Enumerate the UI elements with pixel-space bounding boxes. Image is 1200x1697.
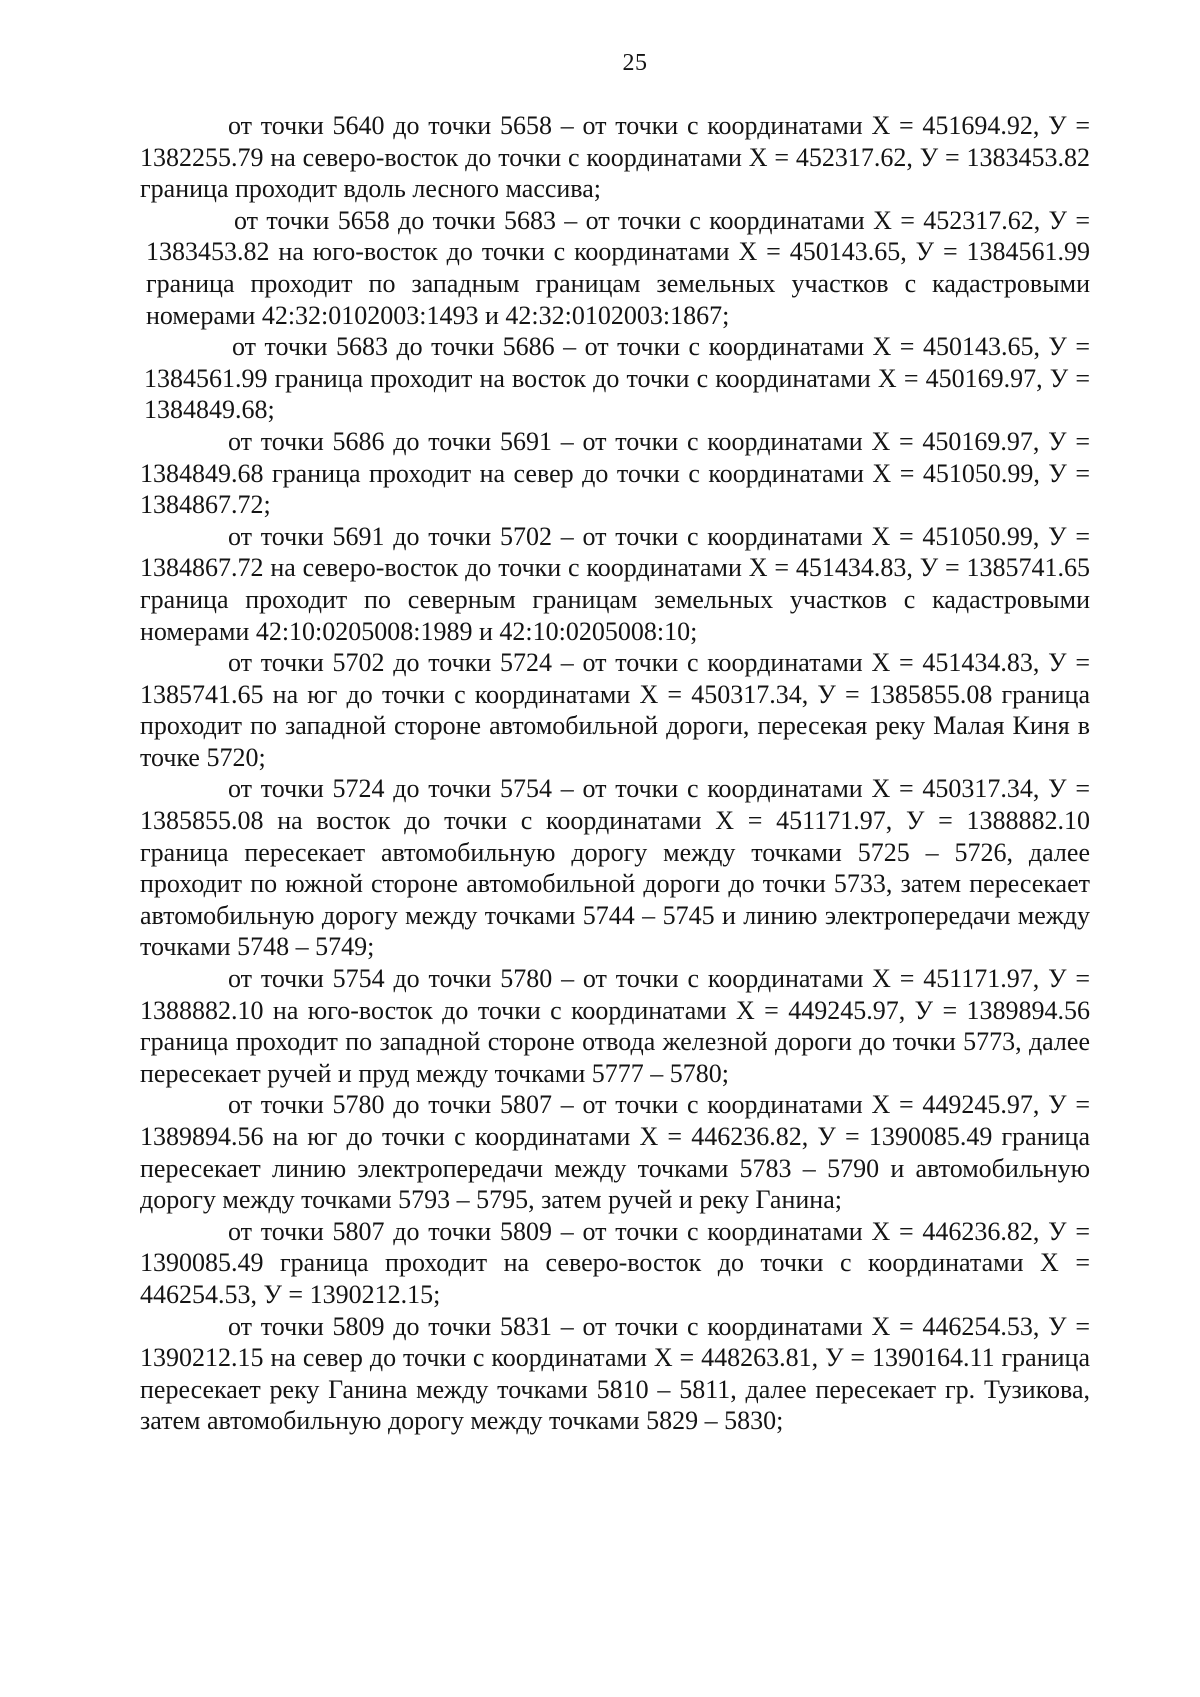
paragraph-segment-5754-5780: от точки 5754 до точки 5780 – от точки с координатами Х = 451171.97, У = 1388882.10 на юго-восток до точки с координатами Х = 449245.97, У = 1389894.56 граница проходит по западной стороне отвода железной дороги до точки 5773, далее пересекает ручей и пруд между точками 5777 – 5780; xyxy=(140,964,1090,1088)
paragraph-segment-5691-5702: от точки 5691 до точки 5702 – от точки с координатами Х = 451050.99, У = 1384867.72 на северо-восток до точки с координатами Х = 451434.83, У = 1385741.65 граница проходит по северным границам земельных участков с кадастровыми номерами 42:10:0205008:1989 и 42:10:0205008:10; xyxy=(140,521,1090,646)
paragraph-segment-5780-5807: от точки 5780 до точки 5807 – от точки с координатами Х = 449245.97, У = 1389894.56 на юг до точки с координатами Х = 446236.82, У = 1390085.49 граница пересекает линию электропередачи между точками 5783 – 5790 и автомобильную дорогу между точками 5793 – 5795, затем ручей и реку Ганина; xyxy=(140,1090,1090,1215)
paragraph-segment-5683-5686: от точки 5683 до точки 5686 – от точки с координатами Х = 450143.65, У = 1384561.99 граница проходит на восток до точки с координатами Х = 450169.97, У = 1384849.68; xyxy=(144,332,1090,425)
paragraph-segment-5640-5658: от точки 5640 до точки 5658 – от точки с координатами Х = 451694.92, У = 1382255.79 на северо-восток до точки с координатами Х = 452317.62, У = 1383453.82 граница проходит вдоль лесного массива; xyxy=(140,111,1090,204)
paragraph-segment-5807-5809: от точки 5807 до точки 5809 – от точки с координатами Х = 446236.82, У = 1390085.49 граница проходит на северо-восток до точки с координатами Х = 446254.53, У = 1390212.15; xyxy=(140,1216,1090,1309)
paragraph-segment-5702-5724: от точки 5702 до точки 5724 – от точки с координатами Х = 451434.83, У = 1385741.65 на юг до точки с координатами Х = 450317.34, У = 1385855.08 граница проходит по западной стороне автомобильной дороги, пересекая реку Малая Киня в точке 5720; xyxy=(140,648,1090,772)
paragraph-segment-5686-5691: от точки 5686 до точки 5691 – от точки с координатами Х = 450169.97, У = 1384849.68 граница проходит на север до точки с координатами Х = 451050.99, У = 1384867.72; xyxy=(140,426,1090,520)
boundary-description-text xyxy=(140,110,1090,1437)
paragraph-segment-5724-5754: от точки 5724 до точки 5754 – от точки с координатами Х = 450317.34, У = 1385855.08 на восток до точки с координатами Х = 451171.97, У = 1388882.10 граница пересекает автомобильную дорогу между точками 5725 – 5726, далее проходит по южной стороне автомобильной дороги до точки 5733, затем пересекает автомобильную дорогу между точками 5744 – 5745 и линию электропередачи между точками 5748 – 5749; xyxy=(140,774,1090,962)
paragraph-segment-5658-5683: от точки 5658 до точки 5683 – от точки с координатами Х = 452317.62, У = 1383453.82 на юго-восток до точки с координатами Х = 450143.65, У = 1384561.99 граница проходит по западным границам земельных участков с кадастровыми номерами 42:32:0102003:1493 и 42:32:0102003:1867; xyxy=(146,205,1090,330)
page-number: 25 xyxy=(622,50,648,76)
paragraph-segment-5809-5831: от точки 5809 до точки 5831 – от точки с координатами Х = 446254.53, У = 1390212.15 на север до точки с координатами Х = 448263.81, У = 1390164.11 граница пересекает реку Ганина между точками 5810 – 5811, далее пересекает гр. Тузикова, затем автомобильную дорогу между точками 5829 – 5830; xyxy=(140,1311,1090,1436)
